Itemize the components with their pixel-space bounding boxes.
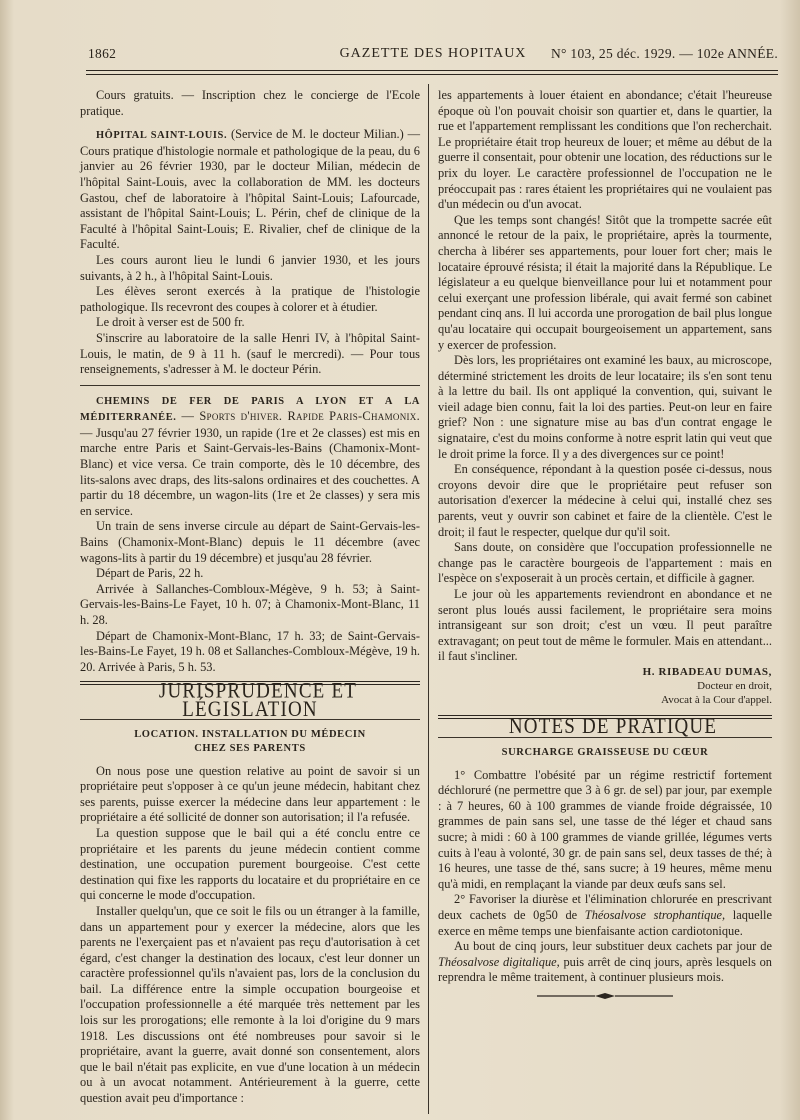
paragraph: Sans doute, on considère que l'occupation professionnelle ne change pas le caractère bourgeois de l'appartement : mais en l'espèce on s'exposerait à un procès certain, et difficile à gagner. <box>438 540 772 586</box>
paragraph: Départ de Paris, 22 h. <box>96 566 204 581</box>
column-divider <box>428 84 429 1114</box>
paragraph: On nous pose une question relative au point de savoir si un propriétaire peut s'opposer à ce qu'un jeune médecin, habitant chez ses parents, puisse exercer la médecine dans leur appartement : le propriétaire a été sollicité de donner son autorisation; il l'a refusée. <box>80 763 420 825</box>
divider <box>80 385 420 386</box>
paragraph: Dès lors, les propriétaires ont examiné les baux, au microscope, déterminé strictement les droits de leur locataire; ils s'en sont tenu à la lettre du bail. Ils ont appliqué la convention, qui, suivant le vieil adage bien connu, fait la loi des parties. Peut-on leur en faire grief? Non : une signature mise au bas d'un contrat engage le signataire, c'est du moins conforme à notre esprit latin qui veut que le droit prime la force. Il y a des divergences sur ce point! <box>438 353 772 461</box>
page-header <box>88 46 778 66</box>
paragraph: 1° Combattre l'obésité par un régime restrictif fortement déchloruré (ne permettre que 3 à 6 gr. de sel) par jour, par exemple : à 7 heures, 60 à 100 grammes de viande froide dégraissée, 10 grammes de pain sans sel, une tasse de thé léger et chaud sans sucre; à midi : 60 à 100 grammes de viande grillée, légumes verts cuits à l'eau à volonté, 30 gr. de pain sans sel, deux tasses de thé; à 16 heures, une tasse de thé, sans sucre; à 19 heures, même menu qu'à midi, en remplaçant la viande par deux œufs sans sel. <box>438 767 772 891</box>
paragraph: les appartements à louer étaient en abondance; c'était l'heureuse époque où l'on pouvait choisir son quartier et, dans le quartier, la rue et l'appartement remplissant les conditions que l'on recherchait. Le propriétaire était trop heureux de louer; et même au début de la guerre il consentait, pour obtenir une location, des réductions sur le prix du loyer. Le caractère professionnel de l'occupation ne le préoccupait pas : rares étaient les propriétaires qui ne voulaient pas d'un médecin ou d'un avocat. <box>438 88 772 212</box>
paragraph: En conséquence, répondant à la question posée ci-dessus, nous croyons devoir dire que le propriétaire peut refuser son autorisation d'exercer la médecine à celui qui, installé chez ses parents, veut y ouvrir son cabinet et faire de la clientèle. C'est le droit; il faut le respecter, quelque dur qu'il soit. <box>438 462 772 539</box>
end-ornament <box>438 992 772 1000</box>
notice-heading: HÔPITAL SAINT-LOUIS. <box>96 130 228 142</box>
header-rule <box>86 70 778 75</box>
paragraph: Les élèves seront exercés à la pratique de l'histologie pathologique. Ils recevront des coupes à colorer et à étudier. <box>80 284 420 314</box>
left-column <box>80 88 420 1107</box>
article-title: SURCHARGE GRAISSEUSE DU CŒUR <box>501 746 709 758</box>
paragraph: Les cours auront lieu le lundi 6 janvier 1930, et les jours suivants, à 2 h., à l'hôpital Saint-Louis. <box>80 252 420 283</box>
section-title: NOTES DE PRATIQUE <box>508 714 718 739</box>
publication-name: GAZETTE DES HOPITAUX <box>339 46 527 61</box>
issue-info: N° 103, 25 déc. 1929. — 102e ANNÉE. <box>551 46 778 61</box>
paragraph: 2° Favoriser la diurèse et l'élimination chlorurée en prescrivant deux cachets de 0g50 de Théosalvose strophantique, laquelle exerce en même temps une bienfaisante action cardiotonique. <box>438 892 772 938</box>
paragraph: S'inscrire au laboratoire de la salle Henri IV, à l'hôpital Saint-Louis, le matin, de 9 à 11 h. (sauf le mercredi). — Pour tous renseignements, s'adresser à M. le docteur Périn. <box>80 330 420 377</box>
paragraph: Installer quelqu'un, que ce soit le fils ou un étranger à la famille, dans un appartement pour y exercer la médecine, alors que les parents ne l'exerçaient pas et n'avaient pas reçu d'autorisation à cet égard, c'est changer la destination des locaux, c'est leur donner un caractère professionnel qu'ils n'avaient pas, lors de la conclusion du bail. La différence entre la simple occupation bourgeoise et l'occupation professionnelle a été marquée très nettement par les lois sur les prorogations; elle remonte à la loi d'origine du 9 mars 1918. Les discussions ont été nombreuses pour savoir si le propriétaire, avant la guerre, avait donné son consentement, alors que le bail n'était pas explicite, en vue d'une location à un médecin ou à un avocat notamment. Antérieurement à la guerre, cette question avait peu d'importance : <box>80 903 420 1106</box>
paragraph: Arrivée à Sallanches-Combloux-Mégève, 9 h. 53; à Saint-Gervais-les-Bains-Le Fayet, 10 h. 07; à Chamonix-Mont-Blanc, 11 h. 28. <box>80 581 420 627</box>
author-name: H. RIBADEAU DUMAS, <box>642 665 772 678</box>
notice-heading: CHEMINS DE FER DE PARIS A LYON ET A LA MÉDITERRANÉE. <box>80 395 420 424</box>
paragraph: Départ de Chamonix-Mont-Blanc, 17 h. 33; de Saint-Gervais-les-Bains-Le Fayet, 19 h. 08 et Sallanches-Combloux-Mégève, 19 h. 20. Arrivée à Paris, 5 h. 53. <box>80 628 420 674</box>
paragraph: Un train de sens inverse circule au départ de Saint-Gervais-les-Bains (Chamonix-Mont-Blanc) depuis le 11 décembre (avec wagons-lits à partir du 19 décembre) et jusqu'au 28 février. <box>80 519 420 565</box>
paragraph: Le droit à verser est de 500 fr. <box>96 315 245 330</box>
plm-notice: CHEMINS DE FER DE PARIS A LYON ET A LA MÉDITERRANÉE. — Sports d'hiver. Rapide Paris-Chamonix. — Jusqu'au 27 février 1930, un rapide (1re et 2e classes) est mis en marche entre Paris et Saint-Gervais-les-Bains (Chamonix-Mont-Blanc) et vice versa. Ce train comporte, dès le 10 décembre, des lits-salons avec draps, des lits-salons ordinaires et des couchettes. A partir du 18 décembre, un wagon-lits (1re et 2e classes) y sera mis en service. <box>80 395 420 518</box>
right-column <box>438 88 772 1000</box>
paragraph: Que les temps sont changés! Sitôt que la trompette sacrée eût annoncé le retour de la paix, le propriétaire, après la tourmente, chercha à libérer ses appartements, pour louer fort cher; mais le locataire éprouvé résista; il était la majorité dans la République. Le législateur a eu quelque bienveillance pour lui et notamment pour celui exerçant une profession libérale, qui avait fermé son cabinet pendant cinq ans. Il lui accorda une prorogation de bail plus longue qu'au locataire qui occupait bourgeoisement un appartement, sans y exercer de profession. <box>438 212 772 352</box>
signature: H. RIBADEAU DUMAS, Docteur en droit, Avocat à la Cour d'appel. <box>642 665 772 706</box>
stlouis-notice: HÔPITAL SAINT-LOUIS. (Service de M. le docteur Milian.) — Cours pratique d'histologie normale et pathologique de la peau, du 6 janvier au 26 février 1930, par le docteur Milian, médecin de l'hôpital Saint-Louis, avec la collaboration de MM. les docteurs Gastou, chef de laboratoire à l'hôpital Saint-Louis; Lafourcade, assistant de l'hôpital Saint-Louis; L. Périn, chef de clinique de la Faculté à l'hôpital Saint-Louis; E. Rivalier, chef de clinique de la Faculté. <box>80 127 420 252</box>
article-title: LOCATION. INSTALLATION DU MÉDECIN CHEZ SES PARENTS <box>134 728 366 754</box>
paragraph: Au bout de cinq jours, leur substituer deux cachets par jour de Théosalvose digitalique, puis arrêt de cinq jours, après lesquels on reprendra le même traitement, à continuer plusieurs mois. <box>438 939 772 985</box>
paragraph: La question suppose que le bail qui a été conclu entre ce propriétaire et les parents du jeune médecin contient comme destination, une occupation purement bourgeoise. C'est cette destination qui fixe les rapports du locataire et du propriétaire en ce qui concerne le mode d'occupation. <box>80 825 420 903</box>
section-title: JURISPRUDENCE ET LÉGISLATION <box>158 679 358 722</box>
paragraph: Cours gratuits. — Inscription chez le concierge de l'Ecole pratique. <box>80 88 420 118</box>
paragraph: Le jour où les appartements reviendront en abondance et ne seront plus loués aussi facilement, le propriétaire sera moins intransigeant sur son droit; c'est un vœu. Il peut paraître extravagant; on peut tout de même le formuler. Mais en attendant... il faut s'incliner. <box>438 587 772 664</box>
page-number: 1862 <box>88 46 117 61</box>
